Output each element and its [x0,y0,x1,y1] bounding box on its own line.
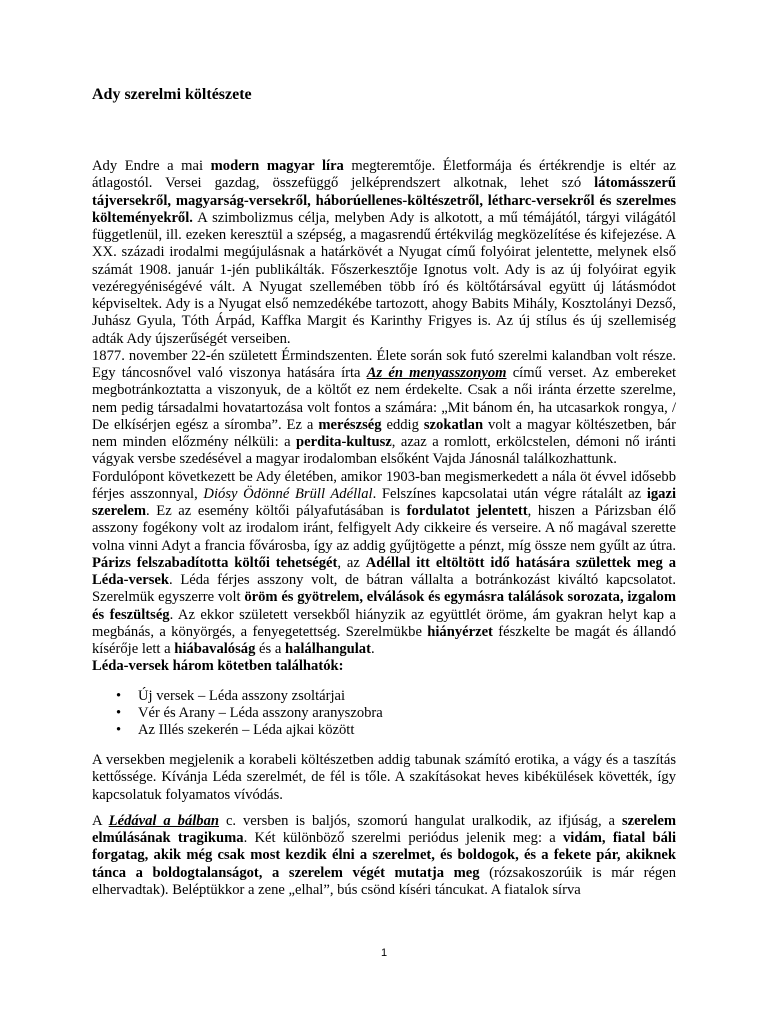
bold-run: modern magyar líra [210,158,344,174]
document-title: Ady szerelmi költészete [92,86,252,103]
text-run: . Léda férjes asszony volt, de bátran vállalta a botránkozást kiváltó kapcsolatot. Szerelmük egyszerre volt [92,572,676,606]
bold-run: igazi szerelem [92,485,676,519]
text-run: megteremtője. Életformája és értékrendje is eltér az átlagostól. Versei gazdag, összefüggő jelképrendszert alkotnak, lehet szó [92,158,676,192]
bold-run: szokatlan [423,416,484,433]
text-run: Ady Endre a mai [92,158,211,174]
text-run: A [92,812,109,829]
paragraph-intro [92,158,676,348]
text-run: , azaz a romlott, erkölcstelen, démoni nő iránti vágyak versbe szedésével a magyar irodalomban elsőként Vajda Jánosnál találkozhattunk. [92,434,676,468]
bold-run: látomásszerű tájversekről, magyarság-versekről, háborúellenes-költészetről, létharc-versekről és szerelmes költeményekről. [92,175,676,226]
text-run: (rózsakoszorúik is már régen elhervadtak). Beléptükkor a zene „elhal”, bús csönd kíséri táncukat. A fiatalok sírva [92,864,676,898]
text-run: . Az ekkor született versekből hiányzik az együttlét öröme, ám gyakran helyt kap a megbánás, a könyörgés, a fenyegetettség. Szerelmükbe [92,606,676,640]
bold-run: hiányérzet [427,623,493,640]
text-run: , az [337,554,366,571]
bold-run: Párizs felszabadította költői tehetségét [92,554,338,571]
text-run: 1877. november 22-én született Érmindszenten. Élete során sok futó szerelmi kalandban volt része. Egy táncosnővel való viszonya hatására írta [92,347,676,381]
bold-run: halálhangulat [284,641,371,657]
text-run: . [370,641,375,657]
bold-run: Léda-versek három kötetben találhatók: [92,658,344,675]
bold-run: vidám, fiatal báli forgatag, akik még csak most kezdik élni a szerelmet, és boldogok, és a fekete pár, akiknek tánca a boldogtalanságot, a szerelem végét mutatja meg [92,830,677,881]
bold-run: hiábavalóság [174,641,256,657]
list-item: • Az Illés szekerén – Léda ajkai között [138,722,676,739]
paragraph-erotica [92,752,676,804]
paragraph-volumes-heading [92,658,676,675]
text-run: . Felszínes kapcsolatai után végre rátalált az [372,485,647,502]
text-run: A versekben megjelenik a korabeli költészetben addig tabunak számító erotika, a vágy és a taszítás kettőssége. Kívánja Léda szerelmét, de fél is tőle. A szakításokat heves kibékülések követték, így kapcsolatuk folyamatos vívódás. [92,752,676,803]
text-run: c. versben is baljós, szomorú hangulat uralkodik, az ifjúság, a [219,812,622,829]
page-number: 1 [380,947,388,959]
bold-run: szerelem elmúlásának tragikuma [92,812,676,847]
text-run: , hiszen a Párizsban élő asszony fogékony volt az irodalom iránt, felfigyelt Ady cikkeire és verseire. A nő magával szerette volna vinni Adyt a francia fővárosba, így az addig gyűjtögette a pénzt, míg össze nem gyűlt az útra. [92,503,676,554]
paragraph-leda [92,469,676,659]
text-run: . Két különböző szerelmi periódus jelenik meg: a [243,830,563,847]
bold-run: öröm és gyötrelem, elválások és egymásra találások sorozata, izgalom és feszültség [92,589,676,623]
text-run: Fordulópont következett be Ady életében, amikor 1903-ban megismerkedett a nála öt évvel idősebb férjes asszonnyal, [92,468,676,502]
document-body [92,158,676,899]
text-run: és a [255,641,285,657]
list-item: • Vér és Arany – Léda asszony aranyszobra [138,705,676,722]
bold-run: Adéllal itt eltöltött idő hatására születtek meg a Léda-versek [92,554,676,588]
paragraph-biography [92,348,676,469]
text-run: eddig [381,416,424,433]
bold-run: perdita-kultusz [296,434,392,450]
poem-title-link: Az én menyasszonyom [366,365,507,381]
poem-title-link: Lédával a bálban [108,812,220,829]
volumes-list [92,688,676,740]
text-run: . Ez az esemény költői pályafutásában is [146,503,407,519]
text-run: fészkelte be magát és állandó kísérője lett a [92,623,676,657]
text-run: volt a magyar költészetben, bár nem minden előzmény nélküli: a [92,416,677,450]
bold-run: merészség [318,416,382,433]
list-item: • Új versek – Léda asszony zsoltárjai [138,688,676,705]
text-run: című verset. Az embereket megbotránkoztatta a viszonyuk, de a költőt ez nem érdekelte. Csak a női iránta érzette szerelme, nem pedig társadalmi hovatartozása volt fontos a számára: „Mit bánom én, ha utcasarkok rongya, / De elkísérjen egész a síromba”. Ez a [92,365,676,433]
paragraph-ball [92,813,676,899]
text-run: A szimbolizmus célja, melyben Ady is alkotott, a mű témájától, tárgyi világától függetlenül, ill. ezeken keresztül a szépség, a magasrendű értékvilág megközelítése és kifejezése. A XX. századi irodalmi megújulásnak a határkövét a Nyugat című folyóirat jelentette, melynek első számát 1908. január 1-jén publikálták. Főszerkesztője Ignotus volt. Ady is az új folyóirat egyik vezéregyéniségévé vált. A Nyugat szellemében több író és költőtársával együtt új látásmódot képviseltek. Ady is a Nyugat első nemzedékébe tartozott, ahogy Babits Mihály, Kosztolányi Dezső, Juhász Gyula, Tóth Árpád, Kaffka Margit és Karinthy Frigyes is. Az új stílus és új szellemiség adták Ady újszerűségét verseiben. [92,209,676,347]
italic-run: Diósy Ödönné Brüll Adéllal [203,485,373,502]
bold-run: fordulatot jelentett [406,503,528,519]
